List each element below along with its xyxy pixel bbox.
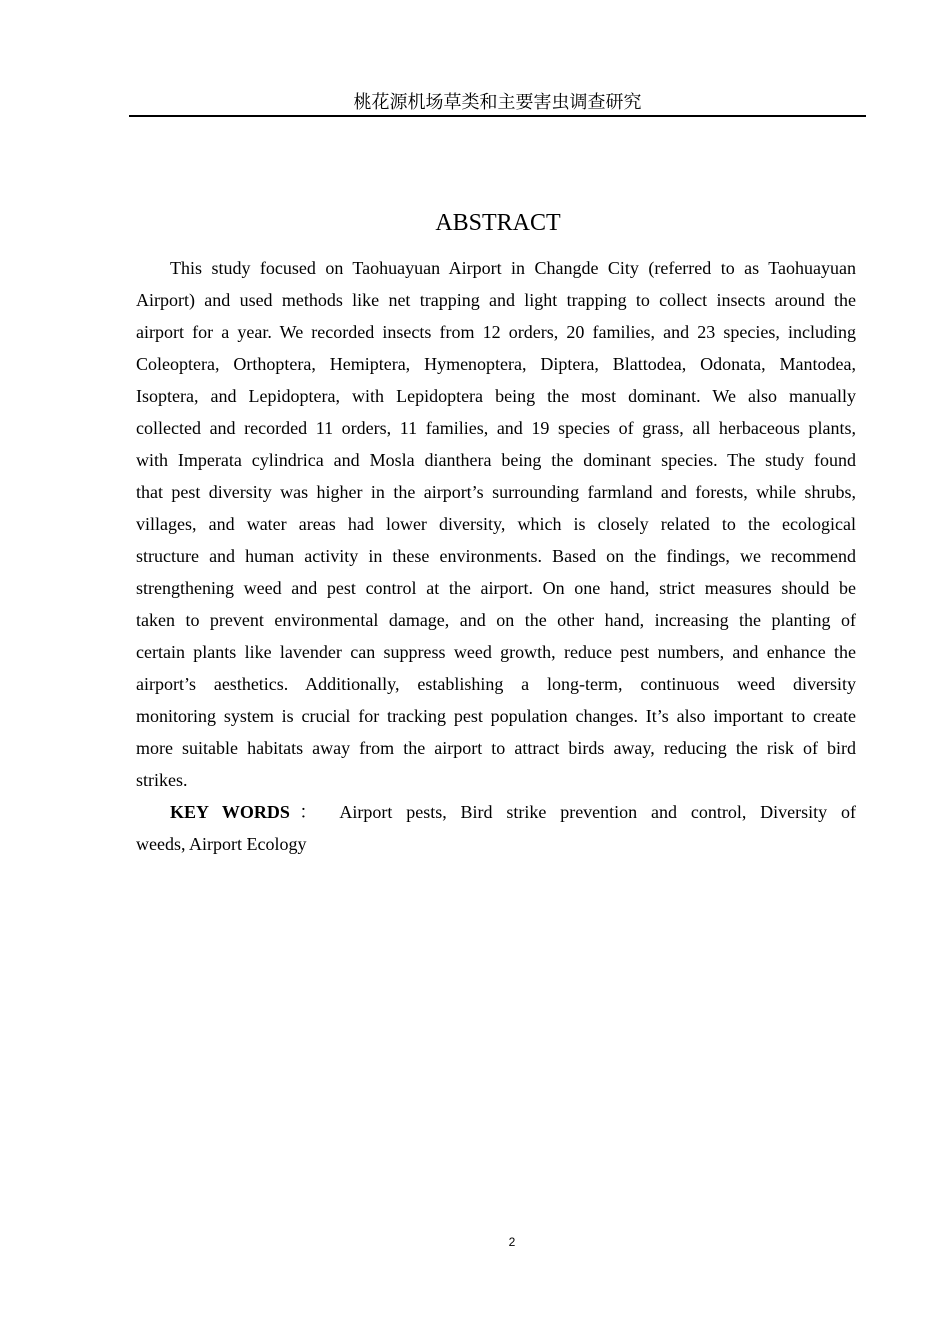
abstract-line: collected and recorded 11 orders, 11 families, and 19 species of grass, all herbaceous plants, — [136, 418, 856, 438]
abstract-line: villages, and water areas had lower diversity, which is closely related to the ecological — [136, 514, 856, 534]
abstract-line: airport for a year. We recorded insects from 12 orders, 20 families, and 23 species, including — [136, 322, 856, 342]
keywords-line-2: weeds, Airport Ecology — [136, 834, 307, 854]
abstract-line: Coleoptera, Orthoptera, Hemiptera, Hymenoptera, Diptera, Blattodea, Odonata, Mantodea, — [136, 354, 856, 374]
abstract-paragraph — [136, 252, 856, 796]
abstract-line: This study focused on Taohuayuan Airport in Changde City (referred to as Taohuayuan — [170, 258, 856, 278]
header-divider — [129, 115, 866, 117]
abstract-line: monitoring system is crucial for tracking pest population changes. It’s also important to create — [136, 706, 856, 726]
keywords-text-1: Airport pests, Bird strike prevention and control, Diversity of — [339, 802, 856, 822]
abstract-title: ABSTRACT — [435, 210, 561, 236]
keywords-line-1 — [136, 796, 856, 828]
abstract-line: strengthening weed and pest control at the airport. On one hand, strict measures should be — [136, 578, 856, 598]
abstract-line: with Imperata cylindrica and Mosla dianthera being the dominant species. The study found — [136, 450, 856, 470]
abstract-line: more suitable habitats away from the airport to attract birds away, reducing the risk of bird — [136, 738, 856, 758]
abstract-line: strikes. — [136, 770, 188, 790]
abstract-line: Airport) and used methods like net trapping and light trapping to collect insects around the — [136, 290, 856, 310]
abstract-body — [136, 252, 856, 860]
abstract-line: Isoptera, and Lepidoptera, with Lepidoptera being the most dominant. We also manually — [136, 386, 856, 406]
keywords-label: KEY WORDS — [170, 802, 290, 822]
abstract-line: structure and human activity in these environments. Based on the findings, we recommend — [136, 546, 856, 566]
abstract-line: certain plants like lavender can suppress weed growth, reduce pest numbers, and enhance the — [136, 642, 856, 662]
running-header: 桃花源机场草类和主要害虫调查研究 — [353, 92, 642, 113]
abstract-line: airport’s aesthetics. Additionally, establishing a long-term, continuous weed diversity — [136, 674, 856, 694]
abstract-line: taken to prevent environmental damage, and on the other hand, increasing the planting of — [136, 610, 856, 630]
page-number: 2 — [508, 1235, 516, 1249]
keywords-separator: ： — [289, 802, 327, 822]
abstract-line: that pest diversity was higher in the airport’s surrounding farmland and forests, while shrubs, — [136, 482, 856, 502]
